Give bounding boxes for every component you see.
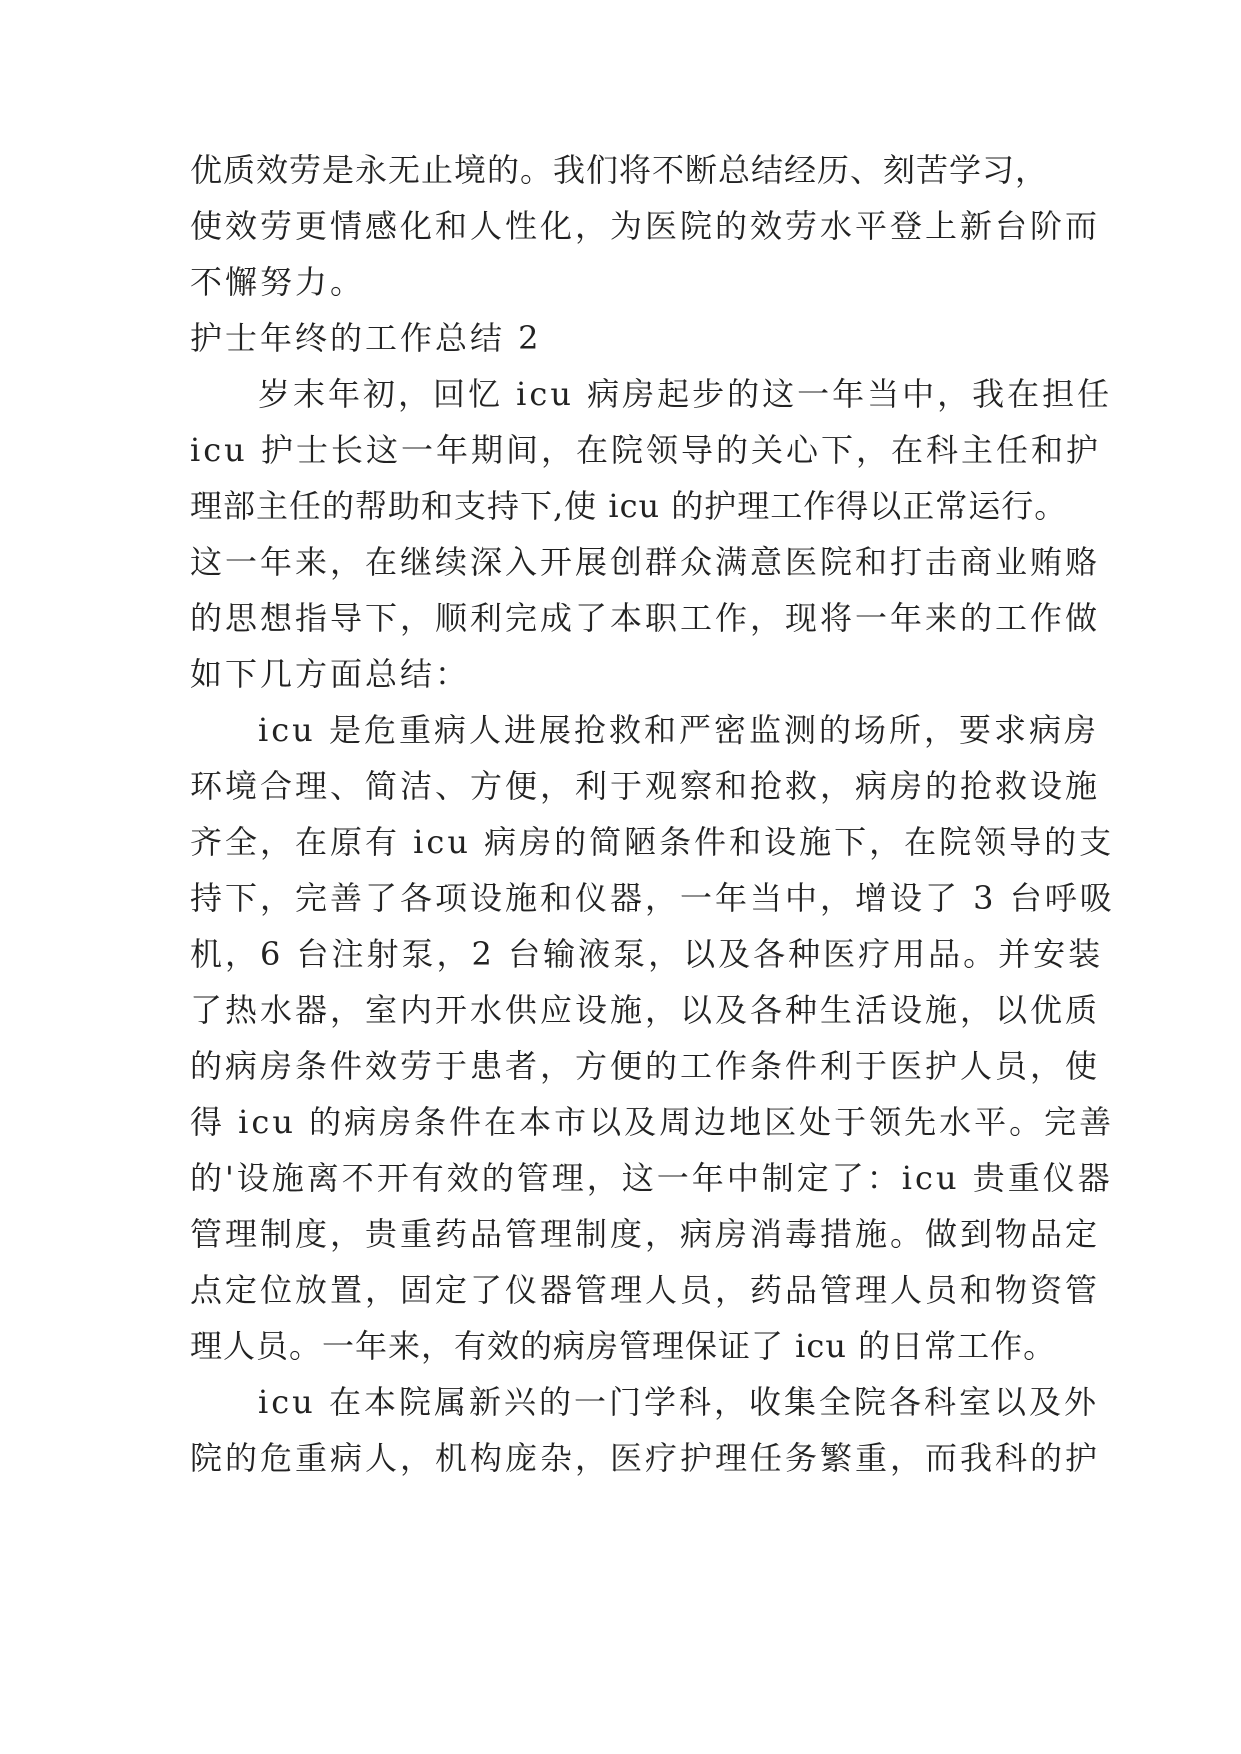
- paragraph-line: 点定位放置，固定了仪器管理人员，药品管理人员和物资管: [190, 1271, 1101, 1309]
- paragraph-line: 如下几方面总结：: [190, 655, 471, 693]
- paragraph-line: icu 护士长这一年期间，在院领导的关心下，在科主任和护: [190, 431, 1101, 469]
- paragraph-line: 的'设施离不开有效的管理，这一年中制定了：icu 贵重仪器: [190, 1159, 1113, 1197]
- section-heading: 护士年终的工作总结 2: [190, 319, 542, 357]
- paragraph-line: 持下，完善了各项设施和仪器，一年当中，增设了 3 台呼吸: [190, 879, 1115, 917]
- paragraph-line: 岁末年初，回忆 icu 病房起步的这一年当中，我在担任: [258, 375, 1113, 413]
- paragraph-line: 得 icu 的病房条件在本市以及周边地区处于领先水平。完善: [190, 1103, 1115, 1141]
- paragraph-line: 理人员。一年来，有效的病房管理保证了 icu 的日常工作。: [190, 1327, 1057, 1365]
- paragraph-line: 管理制度，贵重药品管理制度，病房消毒措施。做到物品定: [190, 1215, 1101, 1253]
- paragraph-line: icu 在本院属新兴的一门学科，收集全院各科室以及外: [258, 1383, 1099, 1421]
- paragraph-line: 优质效劳是永无止境的。我们将不断总结经历、刻苦学习，: [190, 151, 1049, 189]
- paragraph-line: 这一年来，在继续深入开展创群众满意医院和打击商业贿赂: [190, 543, 1101, 581]
- paragraph-line: 不懈努力。: [190, 263, 366, 301]
- paragraph-line: 了热水器，室内开水供应设施，以及各种生活设施，以优质: [190, 991, 1101, 1029]
- paragraph-line: 的思想指导下，顺利完成了本职工作，现将一年来的工作做: [190, 599, 1101, 637]
- paragraph-line: 理部主任的帮助和支持下,使 icu 的护理工作得以正常运行。: [190, 487, 1068, 525]
- paragraph-line: 环境合理、简洁、方便，利于观察和抢救，病房的抢救设施: [190, 767, 1101, 805]
- paragraph-line: icu 是危重病人进展抢救和严密监测的场所，要求病房: [258, 711, 1099, 749]
- paragraph-line: 齐全，在原有 icu 病房的简陋条件和设施下，在院领导的支: [190, 823, 1115, 861]
- paragraph-line: 院的危重病人，机构庞杂，医疗护理任务繁重，而我科的护: [190, 1439, 1101, 1477]
- paragraph-line: 机，6 台注射泵，2 台输液泵，以及各种医疗用品。并安装: [190, 935, 1104, 973]
- paragraph-line: 使效劳更情感化和人性化，为医院的效劳水平登上新台阶而: [190, 207, 1101, 245]
- paragraph-line: 的病房条件效劳于患者，方便的工作条件利于医护人员，使: [190, 1047, 1101, 1085]
